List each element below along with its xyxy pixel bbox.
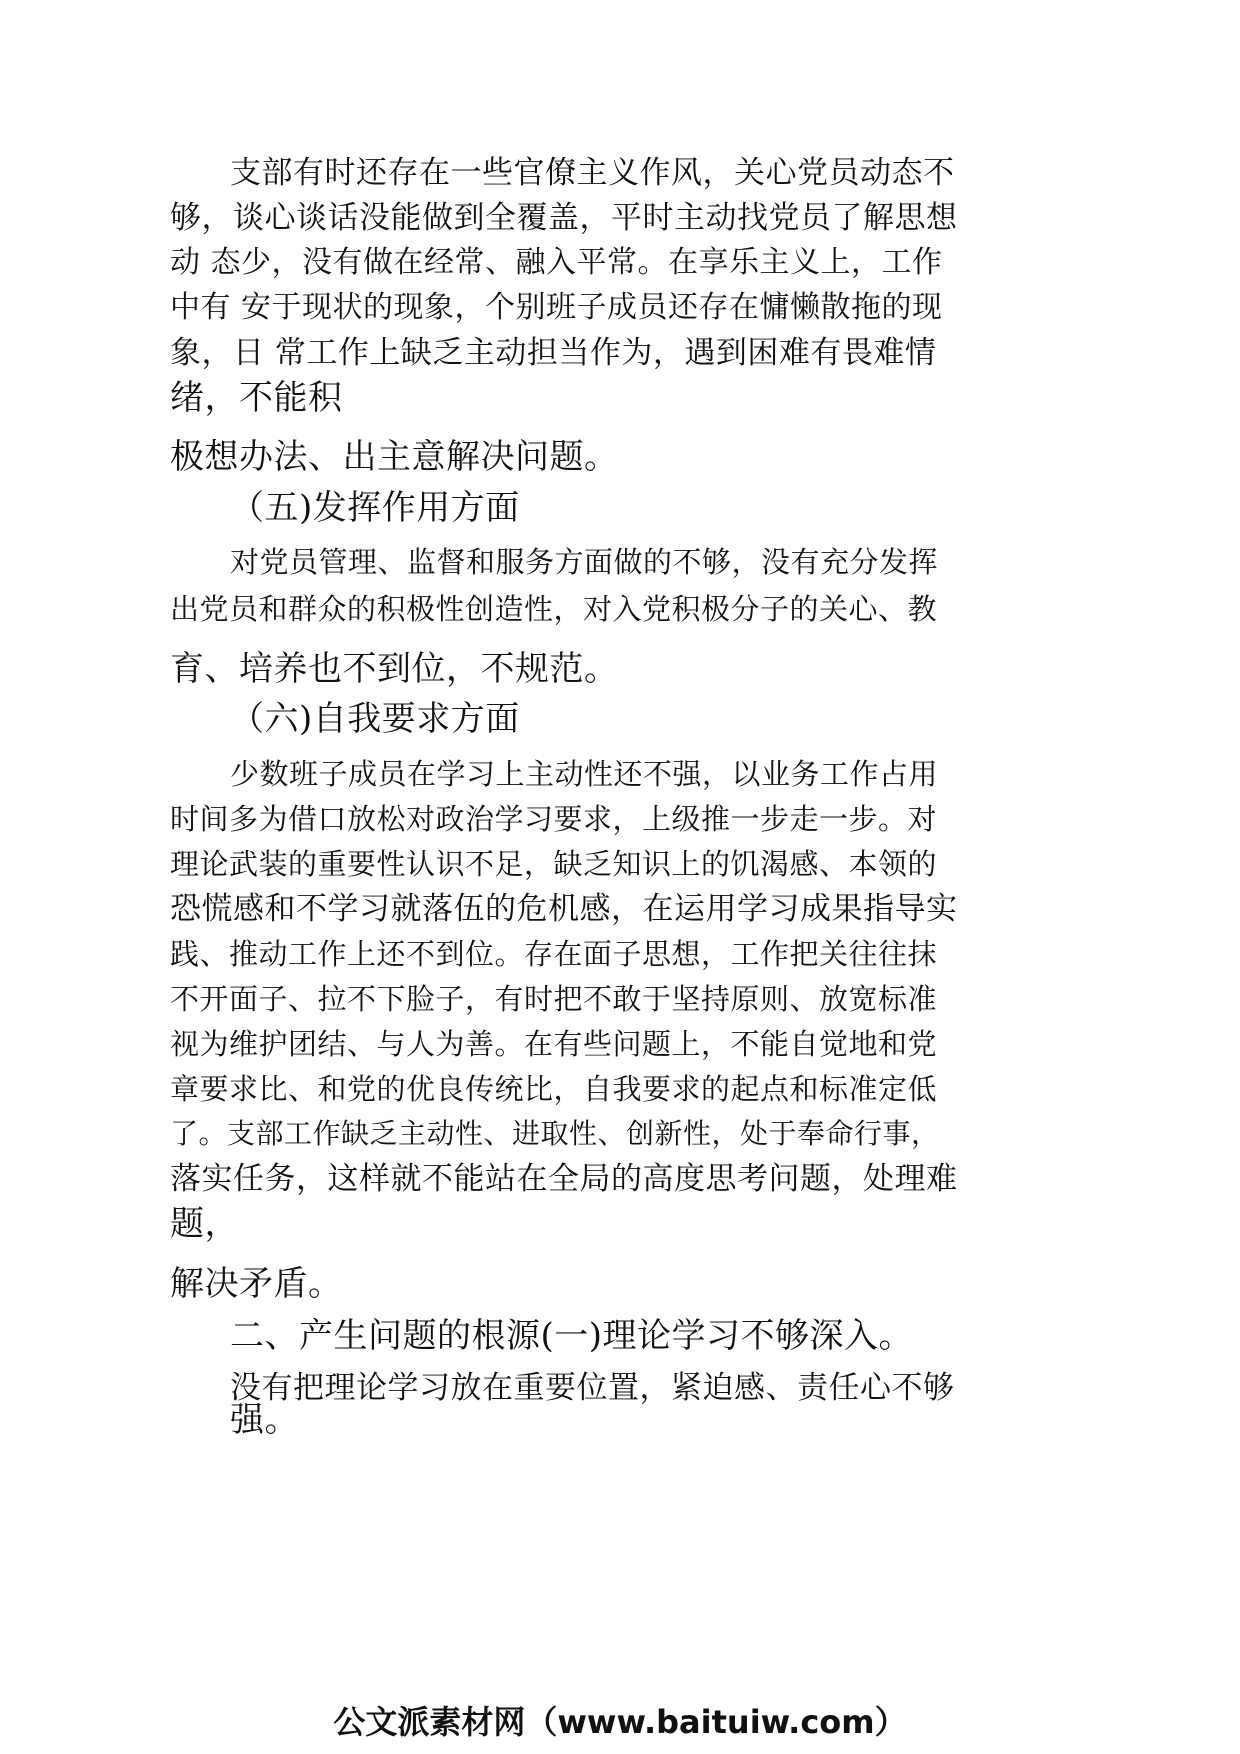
text-line: 象，日 常工作上缺乏主动担当作为，遇到困难有畏难情 (170, 335, 937, 371)
text-line: 没有把理论学习放在重要位置，紧迫感、责任心不够 (230, 1370, 955, 1406)
text-line: 够，谈心谈话没能做到全覆盖，平时主动找党员了解思想 (170, 200, 958, 236)
text-line: 动 态少，没有做在经常、融入平常。在享乐主义上，工作 (170, 245, 943, 280)
text-line: 了。支部工作缺乏主动性、进取性、创新性，处于奉命行事， (170, 1117, 940, 1150)
text-line: 出党员和群众的积极性创造性，对入党积极分子的关心、教 (170, 592, 938, 626)
text-line: 理论武装的重要性认识不足，缺乏知识上的饥渴感、本领的 (170, 847, 938, 881)
section-heading: 二、产生问题的根源(一)理论学习不够深入。 (230, 1316, 914, 1356)
text-line: 中有 安于现状的现象，个别班子成员还存在慵懒散拖的现 (170, 290, 943, 325)
text-line: 题， (170, 1204, 239, 1244)
text-line: 育、培养也不到位，不规范。 (170, 649, 619, 689)
text-line: 强。 (230, 1400, 299, 1440)
text-line: 恐慌感和不学习就落伍的危机感，在运用学习成果指导实 (170, 891, 958, 927)
text-line: 落实任务，这样就不能站在全局的高度思考问题，处理难 (170, 1161, 958, 1197)
text-line: 解决矛盾。 (170, 1264, 343, 1304)
text-line: 践、推动工作上还不到位。存在面子思想，工作把关往往抹 (170, 937, 938, 971)
section-heading: （五)发挥作用方面 (230, 488, 520, 528)
text-line: 章要求比、和党的优良传统比，自我要求的起点和标准定低 (170, 1072, 938, 1106)
section-heading: （六)自我要求方面 (230, 699, 520, 739)
text-line: 少数班子成员在学习上主动性还不强，以业务工作占用 (230, 757, 939, 791)
text-line: 极想办法、出主意解决问题。 (170, 437, 619, 477)
text-line: 对党员管理、监督和服务方面做的不够，没有充分发挥 (230, 545, 939, 579)
text-line: 视为维护团结、与人为善。在有些问题上，不能自觉地和党 (170, 1027, 938, 1061)
text-line: 时间多为借口放松对政治学习要求，上级推一步走一步。对 (170, 802, 938, 836)
text-line: 不开面子、拉不下脸子，有时把不敢于坚持原则、放宽标准 (170, 982, 938, 1016)
text-line: 绪，不能积 (170, 378, 343, 418)
footer-source: 公文派素材网（www.baituiw.com） (333, 1703, 907, 1741)
text-line: 支部有时还存在一些官僚主义作风，关心党员动态不 (230, 155, 955, 191)
